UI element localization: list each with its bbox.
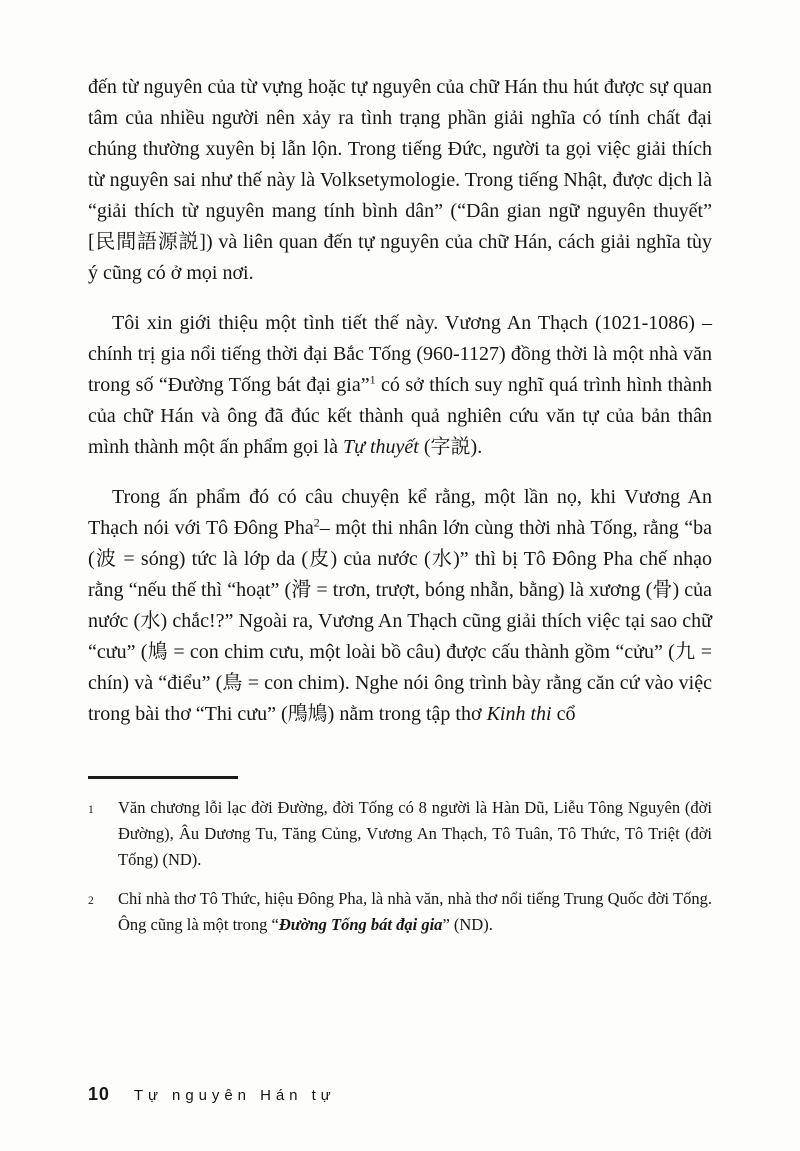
paragraph-2: Tôi xin giới thiệu một tình tiết thế này. Vương An Thạch (1021-1086) –chính trị gia nổi tiếng thời đại Bắc Tống (960-1127) đồng thời là một nhà văn trong số “Đường Tống bát đại gia”$^1$ có sở thích suy nghĩ quá trình hình thành của chữ Hán và ông đã đúc kết thành quả nghiên cứu văn tự của bản thân mình thành một ấn phẩm gọi là Tự thuyết (字説). (88, 312, 712, 458)
paragraph-1: đến từ nguyên của từ vựng hoặc tự nguyên của chữ Hán thu hút được sự quan tâm của nhiều người nên xảy ra tình trạng phần giải nghĩa có tính chất đại chúng thường xuyên bị lẫn lộn. Trong tiếng Đức, người ta gọi việc giải thích từ nguyên sai như thế này là Volksetymologie. Trong tiếng Nhật, được dịch là “giải thích từ nguyên mang tính bình dân” (“Dân gian ngữ nguyên thuyết” [民間語源説]) và liên quan đến tự nguyên của chữ Hán, cách giải nghĩa tùy ý cũng có ở mọi nơi. (88, 76, 712, 284)
body-text (88, 72, 712, 730)
footnote-divider (88, 776, 238, 779)
footnote-text: Chỉ nhà thơ Tô Thức, hiệu Đông Pha, là nhà văn, nhà thơ nổi tiếng Trung Quốc đời Tống. Ông cũng là một trong “Đường Tống bát đại gia” (ND). (118, 889, 712, 934)
paragraph-3: Trong ấn phẩm đó có câu chuyện kể rằng, một lần nọ, khi Vương An Thạch nói với Tô Đông Pha$^2$– một thi nhân lớn cùng thời nhà Tống, rằng “ba (波 = sóng) tức là lớp da (皮) của nước (水)” thì bị Tô Đông Pha chế nhạo rằng “nếu thế thì “hoạt” (滑 = trơn, trượt, bóng nhẵn, bằng) là xương (骨) của nước (水) chắc!?” Ngoài ra, Vương An Thạch cũng giải thích việc tại sao chữ “cưu” (鳩 = con chim cưu, một loài bồ câu) được cấu thành gồm “cửu” (九 = chín) và “điểu” (鳥 = con chim). Nghe nói ông trình bày rằng căn cứ vào việc trong bài thơ “Thi cưu” (鳲鳩) nằm trong tập thơ Kinh thi cổ (88, 486, 712, 725)
footnote-marker: 2 (88, 895, 94, 907)
running-title: Tự nguyên Hán tự (133, 1087, 336, 1104)
footnotes (88, 795, 712, 938)
footnote-text: Văn chương lỗi lạc đời Đường, đời Tống có 8 người là Hàn Dũ, Liễu Tông Nguyên (đời Đường), Âu Dương Tu, Tăng Củng, Vương An Thạch, Tô Tuân, Tô Thức, Tô Triệt (đời Tống) (ND). (118, 798, 712, 869)
footnote-1 (88, 795, 712, 873)
page-footer (88, 1084, 336, 1105)
footnote-marker: 1 (88, 804, 94, 816)
footnote-2 (88, 886, 712, 938)
page-number: 10 (88, 1084, 110, 1104)
